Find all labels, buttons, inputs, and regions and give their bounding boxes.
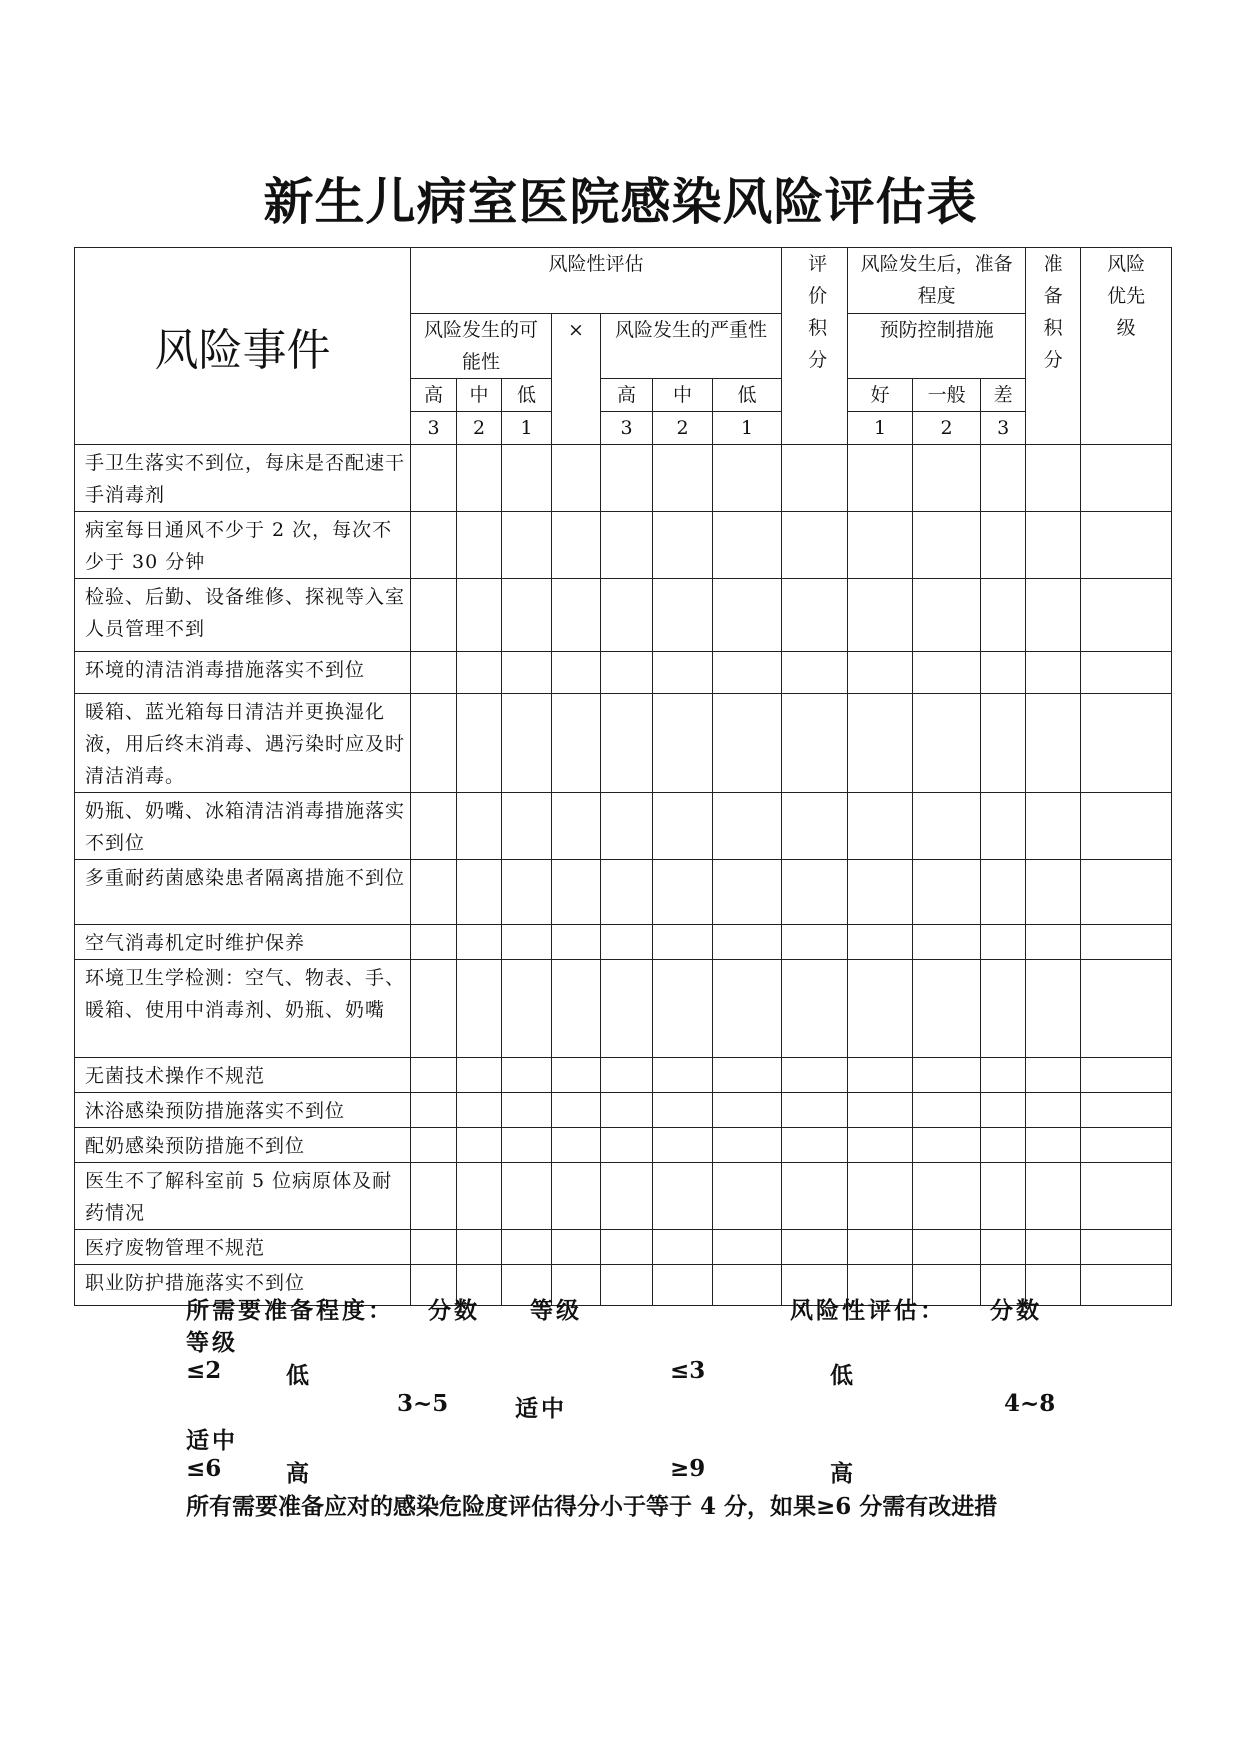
score-cell[interactable] bbox=[601, 1230, 653, 1265]
ready-score-column: 分数 bbox=[428, 1297, 480, 1324]
score-cell[interactable] bbox=[1081, 652, 1172, 694]
risk-mid-grade: 适中 bbox=[186, 1427, 238, 1454]
score-cell[interactable] bbox=[653, 512, 713, 579]
score-cell[interactable] bbox=[1081, 860, 1172, 925]
score-cell[interactable] bbox=[1026, 1093, 1081, 1128]
score-cell[interactable] bbox=[1081, 1163, 1172, 1230]
score-cell[interactable] bbox=[981, 1230, 1026, 1265]
prevention-good: 好 bbox=[848, 379, 913, 412]
risk-event-cell: 空气消毒机定时维护保养 bbox=[75, 925, 411, 960]
score-cell[interactable] bbox=[1026, 1058, 1081, 1093]
score-cell[interactable] bbox=[653, 925, 713, 960]
score-cell[interactable] bbox=[457, 579, 502, 652]
risk-event-cell: 职业防护措施落实不到位 bbox=[75, 1265, 411, 1306]
score-cell[interactable] bbox=[913, 694, 981, 793]
risk-event-cell: 奶瓶、奶嘴、冰箱清洁消毒措施落实不到位 bbox=[75, 793, 411, 860]
risk-event-cell: 医疗废物管理不规范 bbox=[75, 1230, 411, 1265]
table-row bbox=[75, 652, 1172, 694]
score-cell[interactable] bbox=[653, 1058, 713, 1093]
prevention-good-score: 1 bbox=[848, 412, 913, 445]
severity-low-score: 1 bbox=[713, 412, 782, 445]
risk-high-grade: 高 bbox=[830, 1460, 853, 1487]
score-cell[interactable] bbox=[981, 1058, 1026, 1093]
score-cell[interactable] bbox=[1026, 445, 1081, 512]
risk-event-cell: 环境卫生学检测：空气、物表、手、暖箱、使用中消毒剂、奶瓶、奶嘴 bbox=[75, 960, 411, 1058]
score-cell[interactable] bbox=[457, 1163, 502, 1230]
score-cell[interactable] bbox=[1081, 925, 1172, 960]
score-cell[interactable] bbox=[457, 960, 502, 1058]
possibility-header: 风险发生的可能性 bbox=[411, 314, 552, 379]
score-cell[interactable] bbox=[782, 694, 848, 793]
score-cell[interactable] bbox=[782, 579, 848, 652]
table-row bbox=[75, 1163, 1172, 1230]
score-cell[interactable] bbox=[1081, 694, 1172, 793]
table-row bbox=[75, 925, 1172, 960]
score-cell[interactable] bbox=[1081, 579, 1172, 652]
score-cell[interactable] bbox=[502, 860, 552, 925]
score-cell[interactable] bbox=[411, 512, 457, 579]
score-cell[interactable] bbox=[981, 1093, 1026, 1128]
table-row bbox=[75, 1128, 1172, 1163]
score-cell[interactable] bbox=[653, 793, 713, 860]
score-cell[interactable] bbox=[848, 1058, 913, 1093]
risk-grade-column: 等级 bbox=[186, 1329, 238, 1356]
score-cell[interactable] bbox=[782, 1093, 848, 1128]
score-cell[interactable] bbox=[1081, 1093, 1172, 1128]
table-row bbox=[75, 860, 1172, 925]
ready-grade-column: 等级 bbox=[530, 1297, 582, 1324]
table-row bbox=[75, 793, 1172, 860]
score-cell[interactable] bbox=[601, 579, 653, 652]
risk-low-grade: 低 bbox=[830, 1362, 853, 1389]
score-cell[interactable] bbox=[411, 1163, 457, 1230]
score-cell[interactable] bbox=[713, 1265, 782, 1306]
score-cell[interactable] bbox=[848, 960, 913, 1058]
table-row bbox=[75, 960, 1172, 1058]
ready-level-label: 所需要准备程度： bbox=[186, 1297, 394, 1324]
score-cell[interactable] bbox=[848, 1093, 913, 1128]
risk-event-cell: 无菌技术操作不规范 bbox=[75, 1058, 411, 1093]
score-cell[interactable] bbox=[981, 652, 1026, 694]
score-cell[interactable] bbox=[457, 1093, 502, 1128]
score-cell[interactable] bbox=[1026, 652, 1081, 694]
score-cell[interactable] bbox=[1026, 793, 1081, 860]
score-cell[interactable] bbox=[411, 652, 457, 694]
score-cell[interactable] bbox=[1081, 445, 1172, 512]
score-cell[interactable] bbox=[601, 512, 653, 579]
score-cell[interactable] bbox=[913, 512, 981, 579]
score-cell[interactable] bbox=[981, 925, 1026, 960]
score-cell[interactable] bbox=[411, 1058, 457, 1093]
ready-mid-range: 3~5 bbox=[397, 1390, 449, 1417]
score-cell[interactable] bbox=[653, 860, 713, 925]
prevention-bad-score: 3 bbox=[981, 412, 1026, 445]
ready-low-grade: 低 bbox=[286, 1362, 309, 1389]
eval-score-header: 评价积分 bbox=[782, 248, 848, 445]
score-cell[interactable] bbox=[782, 512, 848, 579]
score-cell[interactable] bbox=[653, 579, 713, 652]
risk-mid-range: 4~8 bbox=[1004, 1390, 1056, 1417]
score-cell[interactable] bbox=[782, 793, 848, 860]
score-cell[interactable] bbox=[913, 925, 981, 960]
score-cell[interactable] bbox=[848, 1230, 913, 1265]
score-cell[interactable] bbox=[713, 445, 782, 512]
score-cell[interactable] bbox=[552, 1058, 601, 1093]
score-cell[interactable] bbox=[552, 445, 601, 512]
score-cell[interactable] bbox=[457, 860, 502, 925]
score-cell[interactable] bbox=[552, 1093, 601, 1128]
score-cell[interactable] bbox=[411, 1128, 457, 1163]
score-cell[interactable] bbox=[502, 793, 552, 860]
score-cell[interactable] bbox=[411, 793, 457, 860]
prevention-normal: 一般 bbox=[913, 379, 981, 412]
score-cell[interactable] bbox=[1026, 512, 1081, 579]
score-cell[interactable] bbox=[601, 1058, 653, 1093]
score-cell[interactable] bbox=[653, 1265, 713, 1306]
score-cell[interactable] bbox=[552, 1163, 601, 1230]
risk-event-cell: 病室每日通风不少于 2 次，每次不少于 30 分钟 bbox=[75, 512, 411, 579]
score-cell[interactable] bbox=[601, 1093, 653, 1128]
score-cell[interactable] bbox=[782, 1128, 848, 1163]
ready-high-range: ≤6 bbox=[186, 1455, 222, 1482]
score-cell[interactable] bbox=[552, 512, 601, 579]
possibility-mid: 中 bbox=[457, 379, 502, 412]
score-cell[interactable] bbox=[848, 512, 913, 579]
score-cell[interactable] bbox=[981, 445, 1026, 512]
score-cell[interactable] bbox=[848, 652, 913, 694]
score-cell[interactable] bbox=[1026, 1128, 1081, 1163]
ready-high-grade: 高 bbox=[286, 1460, 309, 1487]
score-cell[interactable] bbox=[601, 1163, 653, 1230]
score-cell[interactable] bbox=[502, 1230, 552, 1265]
score-cell[interactable] bbox=[552, 579, 601, 652]
score-cell[interactable] bbox=[502, 652, 552, 694]
table-row bbox=[75, 694, 1172, 793]
score-cell[interactable] bbox=[601, 445, 653, 512]
score-cell[interactable] bbox=[1081, 512, 1172, 579]
score-cell[interactable] bbox=[502, 694, 552, 793]
score-cell[interactable] bbox=[981, 860, 1026, 925]
score-cell[interactable] bbox=[552, 1230, 601, 1265]
risk-event-cell: 暖箱、蓝光箱每日清洁并更换湿化液，用后终末消毒、遇污染时应及时清洁消毒。 bbox=[75, 694, 411, 793]
score-cell[interactable] bbox=[913, 1230, 981, 1265]
score-cell[interactable] bbox=[502, 1128, 552, 1163]
score-cell[interactable] bbox=[601, 652, 653, 694]
score-cell[interactable] bbox=[1026, 860, 1081, 925]
score-cell[interactable] bbox=[713, 925, 782, 960]
score-cell[interactable] bbox=[457, 1058, 502, 1093]
score-cell[interactable] bbox=[411, 445, 457, 512]
score-cell[interactable] bbox=[1081, 960, 1172, 1058]
score-cell[interactable] bbox=[457, 793, 502, 860]
score-cell[interactable] bbox=[713, 960, 782, 1058]
score-cell[interactable] bbox=[713, 860, 782, 925]
score-cell[interactable] bbox=[713, 1058, 782, 1093]
score-cell[interactable] bbox=[601, 925, 653, 960]
score-cell[interactable] bbox=[653, 1093, 713, 1128]
severity-mid: 中 bbox=[653, 379, 713, 412]
score-cell[interactable] bbox=[1081, 1230, 1172, 1265]
score-cell[interactable] bbox=[1026, 579, 1081, 652]
score-cell[interactable] bbox=[502, 1163, 552, 1230]
score-cell[interactable] bbox=[552, 793, 601, 860]
score-cell[interactable] bbox=[981, 1128, 1026, 1163]
score-cell[interactable] bbox=[913, 1128, 981, 1163]
score-cell[interactable] bbox=[848, 1163, 913, 1230]
score-cell[interactable] bbox=[457, 925, 502, 960]
table-row bbox=[75, 512, 1172, 579]
severity-high: 高 bbox=[601, 379, 653, 412]
score-cell[interactable] bbox=[782, 652, 848, 694]
risk-event-cell: 手卫生落实不到位，每床是否配速干手消毒剂 bbox=[75, 445, 411, 512]
risk-event-cell: 多重耐药菌感染患者隔离措施不到位 bbox=[75, 860, 411, 925]
table-row bbox=[75, 1058, 1172, 1093]
score-cell[interactable] bbox=[601, 694, 653, 793]
score-cell[interactable] bbox=[502, 960, 552, 1058]
score-cell[interactable] bbox=[782, 445, 848, 512]
score-cell[interactable] bbox=[411, 960, 457, 1058]
score-cell[interactable] bbox=[502, 579, 552, 652]
score-cell[interactable] bbox=[411, 694, 457, 793]
score-cell[interactable] bbox=[1026, 694, 1081, 793]
risk-high-range: ≥9 bbox=[670, 1455, 706, 1482]
severity-low: 低 bbox=[713, 379, 782, 412]
score-cell[interactable] bbox=[913, 1058, 981, 1093]
score-cell[interactable] bbox=[552, 925, 601, 960]
score-cell[interactable] bbox=[502, 445, 552, 512]
ready-score-header: 准备积分 bbox=[1026, 248, 1081, 445]
possibility-low: 低 bbox=[502, 379, 552, 412]
score-cell[interactable] bbox=[1026, 960, 1081, 1058]
score-cell[interactable] bbox=[411, 925, 457, 960]
risk-event-cell: 检验、后勤、设备维修、探视等入室人员管理不到 bbox=[75, 579, 411, 652]
table-row bbox=[75, 1093, 1172, 1128]
score-cell[interactable] bbox=[552, 960, 601, 1058]
score-cell[interactable] bbox=[713, 1163, 782, 1230]
score-cell[interactable] bbox=[848, 793, 913, 860]
prevention-bad: 差 bbox=[981, 379, 1026, 412]
score-cell[interactable] bbox=[981, 512, 1026, 579]
score-cell[interactable] bbox=[1026, 1230, 1081, 1265]
risk-score-column: 分数 bbox=[990, 1297, 1042, 1324]
prevention-header: 预防控制措施 bbox=[848, 314, 1026, 379]
score-cell[interactable] bbox=[653, 694, 713, 793]
risk-event-cell: 环境的清洁消毒措施落实不到位 bbox=[75, 652, 411, 694]
priority-header: 风险优先级 bbox=[1081, 248, 1172, 445]
score-cell[interactable] bbox=[848, 694, 913, 793]
score-cell[interactable] bbox=[713, 1128, 782, 1163]
score-cell[interactable] bbox=[457, 445, 502, 512]
possibility-high: 高 bbox=[411, 379, 457, 412]
table-row bbox=[75, 445, 1172, 512]
score-cell[interactable] bbox=[601, 860, 653, 925]
score-cell[interactable] bbox=[1081, 1265, 1172, 1306]
score-cell[interactable] bbox=[502, 512, 552, 579]
score-cell[interactable] bbox=[502, 1093, 552, 1128]
score-cell[interactable] bbox=[457, 1230, 502, 1265]
score-cell[interactable] bbox=[653, 960, 713, 1058]
score-cell[interactable] bbox=[411, 579, 457, 652]
score-cell[interactable] bbox=[653, 1163, 713, 1230]
score-cell[interactable] bbox=[411, 860, 457, 925]
score-cell[interactable] bbox=[782, 1058, 848, 1093]
score-cell[interactable] bbox=[782, 1163, 848, 1230]
score-cell[interactable] bbox=[782, 925, 848, 960]
score-cell[interactable] bbox=[1081, 1128, 1172, 1163]
score-cell[interactable] bbox=[981, 694, 1026, 793]
score-cell[interactable] bbox=[552, 860, 601, 925]
score-cell[interactable] bbox=[1081, 1058, 1172, 1093]
score-cell[interactable] bbox=[913, 860, 981, 925]
score-cell[interactable] bbox=[713, 652, 782, 694]
score-cell[interactable] bbox=[1026, 925, 1081, 960]
table-row bbox=[75, 1230, 1172, 1265]
score-cell[interactable] bbox=[981, 1163, 1026, 1230]
score-cell[interactable] bbox=[502, 1058, 552, 1093]
ready-low-range: ≤2 bbox=[186, 1357, 222, 1384]
score-cell[interactable] bbox=[782, 860, 848, 925]
score-cell[interactable] bbox=[782, 960, 848, 1058]
score-cell[interactable] bbox=[913, 793, 981, 860]
score-cell[interactable] bbox=[913, 960, 981, 1058]
possibility-high-score: 3 bbox=[411, 412, 457, 445]
risk-assessment-table bbox=[74, 247, 1172, 1306]
ready-mid-grade: 适中 bbox=[515, 1395, 567, 1422]
score-cell[interactable] bbox=[848, 860, 913, 925]
severity-mid-score: 2 bbox=[653, 412, 713, 445]
score-cell[interactable] bbox=[457, 512, 502, 579]
possibility-low-score: 1 bbox=[502, 412, 552, 445]
score-cell[interactable] bbox=[981, 579, 1026, 652]
after-ready-header: 风险发生后，准备程度 bbox=[848, 248, 1026, 314]
score-cell[interactable] bbox=[653, 1128, 713, 1163]
risk-event-cell: 医生不了解科室前 5 位病原体及耐药情况 bbox=[75, 1163, 411, 1230]
score-cell[interactable] bbox=[713, 512, 782, 579]
score-cell[interactable] bbox=[913, 1163, 981, 1230]
score-cell[interactable] bbox=[552, 1128, 601, 1163]
score-cell[interactable] bbox=[848, 1128, 913, 1163]
score-cell[interactable] bbox=[411, 1093, 457, 1128]
risk-event-rows bbox=[75, 445, 1172, 1306]
severity-high-score: 3 bbox=[601, 412, 653, 445]
score-cell[interactable] bbox=[913, 579, 981, 652]
score-cell[interactable] bbox=[713, 1230, 782, 1265]
score-cell[interactable] bbox=[848, 445, 913, 512]
score-cell[interactable] bbox=[552, 652, 601, 694]
scoring-note: 所有需要准备应对的感染危险度评估得分小于等于 4 分，如果≥6 分需有改进措 bbox=[186, 1493, 998, 1520]
score-cell[interactable] bbox=[1026, 1163, 1081, 1230]
score-cell[interactable] bbox=[981, 793, 1026, 860]
prevention-normal-score: 2 bbox=[913, 412, 981, 445]
score-cell[interactable] bbox=[848, 579, 913, 652]
risk-event-header: 风险事件 bbox=[75, 248, 411, 445]
risk-eval-header: 风险性评估 bbox=[411, 248, 782, 314]
score-cell[interactable] bbox=[457, 652, 502, 694]
score-cell[interactable] bbox=[601, 1265, 653, 1306]
score-cell[interactable] bbox=[913, 445, 981, 512]
score-cell[interactable] bbox=[713, 793, 782, 860]
possibility-mid-score: 2 bbox=[457, 412, 502, 445]
score-cell[interactable] bbox=[457, 694, 502, 793]
score-cell[interactable] bbox=[601, 793, 653, 860]
risk-low-range: ≤3 bbox=[670, 1357, 706, 1384]
score-cell[interactable] bbox=[848, 925, 913, 960]
score-cell[interactable] bbox=[653, 652, 713, 694]
table-row bbox=[75, 579, 1172, 652]
severity-header: 风险发生的严重性 bbox=[601, 314, 782, 379]
score-cell[interactable] bbox=[981, 960, 1026, 1058]
risk-event-cell: 配奶感染预防措施不到位 bbox=[75, 1128, 411, 1163]
score-cell[interactable] bbox=[601, 960, 653, 1058]
score-cell[interactable] bbox=[713, 579, 782, 652]
page-title: 新生儿病室医院感染风险评估表 bbox=[263, 173, 978, 231]
times-sign: × bbox=[552, 314, 601, 445]
score-cell[interactable] bbox=[601, 1128, 653, 1163]
risk-event-cell: 沐浴感染预防措施落实不到位 bbox=[75, 1093, 411, 1128]
score-cell[interactable] bbox=[552, 694, 601, 793]
score-cell[interactable] bbox=[782, 1230, 848, 1265]
score-cell[interactable] bbox=[713, 1093, 782, 1128]
score-cell[interactable] bbox=[502, 925, 552, 960]
risk-eval-label: 风险性评估： bbox=[790, 1297, 946, 1324]
score-cell[interactable] bbox=[913, 1093, 981, 1128]
score-cell[interactable] bbox=[1081, 793, 1172, 860]
score-cell[interactable] bbox=[457, 1128, 502, 1163]
score-cell[interactable] bbox=[653, 1230, 713, 1265]
score-cell[interactable] bbox=[653, 445, 713, 512]
score-cell[interactable] bbox=[411, 1230, 457, 1265]
score-cell[interactable] bbox=[713, 694, 782, 793]
score-cell[interactable] bbox=[913, 652, 981, 694]
